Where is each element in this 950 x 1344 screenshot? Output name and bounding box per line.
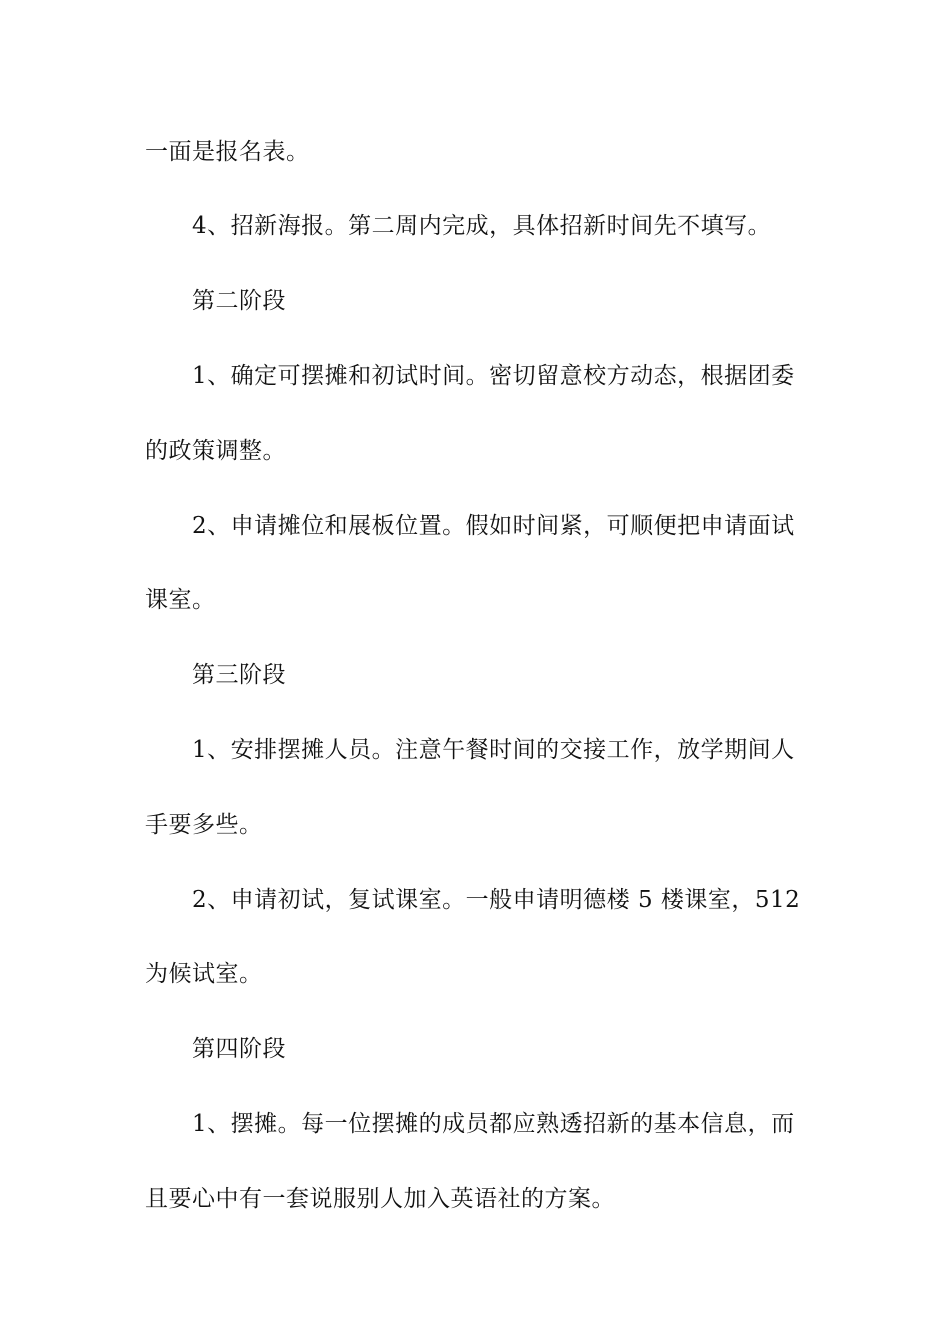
paragraph-line: 4、招新海报。第二周内完成，具体招新时间先不填写。 xyxy=(192,213,772,239)
paragraph-line: 且要心中有一套说服别人加入英语社的方案。 xyxy=(145,1186,615,1212)
paragraph-line: 的政策调整。 xyxy=(145,438,286,464)
paragraph-line: 一面是报名表。 xyxy=(145,139,310,165)
paragraph-line: 2、申请摊位和展板位置。假如时间紧，可顺便把申请面试 xyxy=(192,513,795,539)
paragraph-line: 2、申请初试，复试课室。一般申请明德楼 5 楼课室，512 xyxy=(192,887,801,913)
paragraph-line: 1、安排摆摊人员。注意午餐时间的交接工作，放学期间人 xyxy=(192,737,795,763)
paragraph-line: 1、确定可摆摊和初试时间。密切留意校方动态，根据团委 xyxy=(192,363,795,389)
paragraph-line: 为候试室。 xyxy=(145,961,263,987)
section-heading: 第二阶段 xyxy=(192,288,286,314)
section-heading: 第三阶段 xyxy=(192,662,286,688)
section-heading: 第四阶段 xyxy=(192,1036,286,1062)
paragraph-line: 1、摆摊。每一位摆摊的成员都应熟透招新的基本信息，而 xyxy=(192,1111,795,1137)
paragraph-line: 手要多些。 xyxy=(145,812,263,838)
paragraph-line: 课室。 xyxy=(145,587,216,613)
